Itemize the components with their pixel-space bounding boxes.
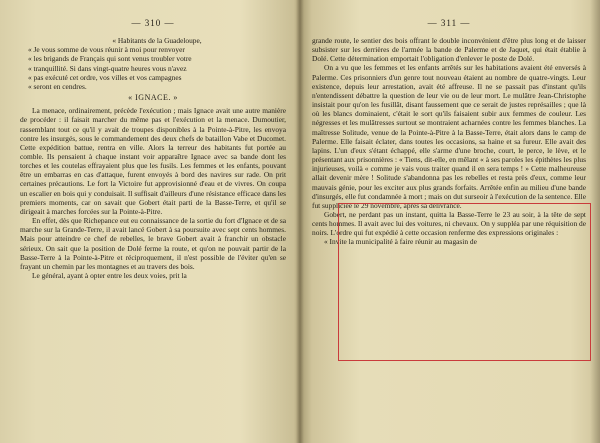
- paragraph: On a vu que les femmes et les enfants arrêtés sur les habitations avaient été enversés à Palerme. Ces prisonniers d'un genre tout nouveau étaient au nombre de quatre-vingts. Leur existence, depuis leur arrestation, avait été affreuse. Il ne se passait pas d'instant qu'ils n'entendissent débattre la question de leur vie ou de leur mort. Le mulâtre Jean-Christophe insistait pour qu'on les fusillât, disant faussement que ce serait de justes représailles ; que là où les blancs dominaient, c'était le sort qu'ils faisaient subir aux femmes de couleur. Les négresses et les mulâtresses surtout se montraient acharnées contre les femmes blanches. La maîtresse Solitude, venue de la Pointe-à-Pitre à la Basse-Terre, était alors dans le camp de Palerme. Elle faisait éclater, dans toutes les occasions, sa haine et sa fureur. Elle avait des lapins. L'un d'eux s'étant échappé, elle s'arme d'une broche, court, le perce, le lève, et le présentant aux prisonnières : « Tiens, dit-elle, en mêlant « à ses paroles les épithètes les plus injurieuses, voilà « comme je vais vous traiter quand il en sera temps ! » Cette malheureuse allait devenir mère ! Solitude s'abandonna pas les rebelles et resta près d'eux, comme leur mauvais génie, pour les exciter aux plus grands forfaits. Arrêtée enfin au milieu d'une bande d'insurgés, elle fut condamnée à mort ; mais on dut surseoir à l'exécution de la sentence. Elle fut suppliciée le 29 novembre, après sa délivrance.: [312, 63, 586, 210]
- paragraph: Le général, ayant à opter entre les deux voies, prit la: [32, 271, 187, 281]
- paragraph: Gobert, ne perdant pas un instant, quitta la Basse-Terre le 23 au soir, à la tête de sept cents hommes. Il avait avec lui des voitures, ni chevaux. On y suppléa par une réquisition de noirs. L'ordre qui fut expédié à cette occasion renferme des expressions originales :: [312, 209, 586, 238]
- quote-line: « les brigands de Français qui sont venus troubler votre: [28, 54, 192, 64]
- paragraph: La menace, ordinairement, précède l'exécution ; mais Ignace avait une autre manière de procéder : il faisait marcher du même pas et l'exécution et la menace. Dumoutier, rassemblant tout ce qu'il y avait de troupes disponibles à la Pointe-à-Pitre, les envoya contre les insurgés, sous le commandement des deux chefs de bataillon Vabe et Ducomet. Cette expédition battue, rentra en ville. Alors la terreur des habitants fut portée au comble. Ils pensaient à chaque instant voir apparaître Ignace avec sa bande dont les torches et les coutelas effrayaient plus que les fusils. Les femmes et les enfants, pouvant être un embarras en cas d'attaque, furent envoyés à bord des navires sur rade. On prit certaines précautions. Le fort la Victoire fut approvisionné d'eau et de vivres. On coupa un escalier en bois qui y conduisait. Il suffisait d'ailleurs d'une résistance efficace dans les premiers moments, car on savait que Gobert était parti de la Basse-Terre, et qu'il se dirigeait à marches forcées sur la Pointe-à-Pitre.: [20, 106, 286, 216]
- left-body-text: [20, 106, 286, 280]
- paragraph: grande route, le sentier des bois offrant le double inconvénient d'être plus long et de laisser subsister sur les derrières de l'armée la bande de Palerme et de Jaquet, qui était établie à Dolé. Cette détermination emportait l'obligation d'enlever le poste de Dolé.: [312, 36, 586, 64]
- red-highlight-box: [338, 203, 591, 361]
- proclamation-quote: [28, 36, 286, 91]
- paragraph: « Invite la municipalité à faire réunir au magasin de: [324, 237, 477, 247]
- quote-line: « seront en cendres.: [28, 82, 87, 92]
- right-page-number: — 311 —: [427, 18, 471, 28]
- quote-line: « Je vous somme de vous réunir à moi pour renvoyer: [28, 45, 185, 55]
- paragraph: En effet, dès que Richepance eut eu connaissance de la sortie du fort d'Ignace et de sa marche sur la Grande-Terre, il avait lancé Gobert à sa poursuite avec sept cents hommes. Mais pour atteindre ce chef de rebelles, le brave Gobert avait à franchir un obstacle sérieux. On sait que la position de Dolé ferme la route, et qu'on ne pouvait partir de la Basse-Terre à la Pointe-à-Pitre et réciproquement, il n'est possible de l'éviter qu'en se frayant un chemin par les montagnes et au travers des bois.: [20, 216, 286, 271]
- signature: « IGNACE. »: [128, 93, 178, 103]
- quote-line: « tranquillité. Si dans vingt-quatre heures vous n'avez: [28, 63, 187, 73]
- quote-line: « pas exécuté cet ordre, vos villes et vos campagnes: [28, 72, 182, 82]
- left-page-number: — 310 —: [131, 18, 175, 28]
- quote-line: « Habitants de la Guadeloupe,: [112, 36, 202, 45]
